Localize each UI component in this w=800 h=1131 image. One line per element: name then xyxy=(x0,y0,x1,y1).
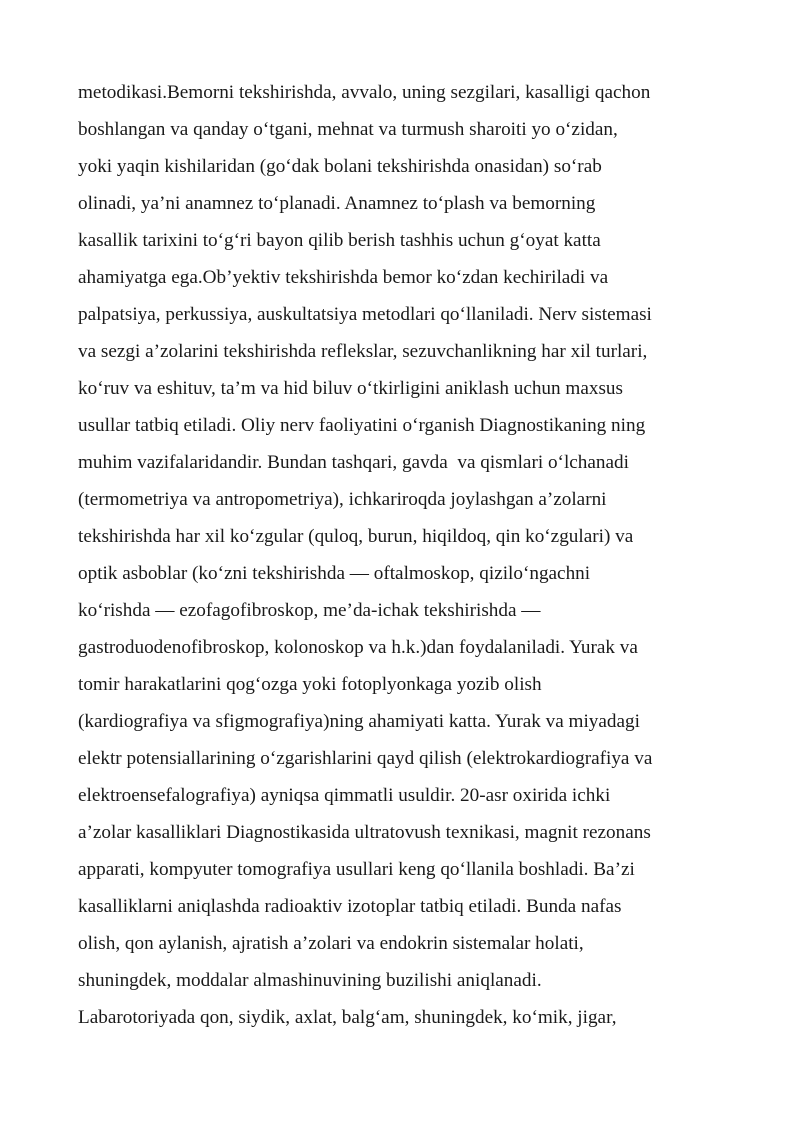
text-line-12: (termometriya va antropometriya), ichkariroqda joylashgan a’zolarni xyxy=(78,489,607,510)
text-line-22: apparati, kompyuter tomografiya usullari keng qo‘llanila boshladi. Ba’zi xyxy=(78,859,635,880)
text-line-18: (kardiografiya va sfigmografiya)ning ahamiyati katta. Yurak va miyadagi xyxy=(78,711,640,732)
text-line-4: olinadi, ya’ni anamnez to‘planadi. Anamnez to‘plash va bemorning xyxy=(78,193,596,214)
text-line-20: elektroensefalografiya) ayniqsa qimmatli usuldir. 20-asr oxirida ichki xyxy=(78,785,611,806)
text-line-21: a’zolar kasalliklari Diagnostikasida ultratovush texnikasi, magnit rezonans xyxy=(78,822,651,843)
text-line-17: tomir harakatlarini qog‘ozga yoki fotoplyonkaga yozib olish xyxy=(78,674,542,695)
text-line-1: metodikasi.Bemorni tekshirishda, avvalo, uning sezgilari, kasalligi qachon xyxy=(78,82,651,103)
text-line-26: Labarotoriyada qon, siydik, axlat, balg‘am, shuningdek, ko‘mik, jigar, xyxy=(78,1007,617,1028)
text-line-10: usullar tatbiq etiladi. Oliy nerv faoliyatini o‘rganish Diagnostikaning ning xyxy=(78,415,646,436)
text-line-11: muhim vazifalaridandir. Bundan tashqari, gavda va qismlari o‘lchanadi xyxy=(78,452,629,473)
body-text xyxy=(78,74,738,1036)
text-line-6: ahamiyatga ega.Ob’yektiv tekshirishda bemor ko‘zdan kechiriladi va xyxy=(78,267,609,288)
text-line-15: ko‘rishda — ezofagofibroskop, me’da-ichak tekshirishda — xyxy=(78,600,541,621)
text-line-13: tekshirishda har xil ko‘zgular (quloq, burun, hiqildoq, qin ko‘zgulari) va xyxy=(78,526,634,547)
text-line-23: kasalliklarni aniqlashda radioaktiv izotoplar tatbiq etiladi. Bunda nafas xyxy=(78,896,622,917)
text-line-8: va sezgi a’zolarini tekshirishda reflekslar, sezuvchanlikning har xil turlari, xyxy=(78,341,648,362)
text-line-16: gastroduodenofibroskop, kolonoskop va h.k.)dan foydalaniladi. Yurak va xyxy=(78,637,638,658)
text-line-2: boshlangan va qanday o‘tgani, mehnat va turmush sharoiti yo o‘zidan, xyxy=(78,119,618,140)
text-line-7: palpatsiya, perkussiya, auskultatsiya metodlari qo‘llaniladi. Nerv sistemasi xyxy=(78,304,652,325)
text-line-5: kasallik tarixini to‘g‘ri bayon qilib berish tashhis uchun g‘oyat katta xyxy=(78,230,601,251)
text-line-24: olish, qon aylanish, ajratish a’zolari va endokrin sistemalar holati, xyxy=(78,933,584,954)
text-line-3: yoki yaqin kishilaridan (go‘dak bolani tekshirishda onasidan) so‘rab xyxy=(78,156,602,177)
text-line-19: elektr potensiallarining o‘zgarishlarini qayd qilish (elektrokardiografiya va xyxy=(78,748,653,769)
text-line-9: ko‘ruv va eshituv, ta’m va hid biluv o‘tkirligini aniklash uchun maxsus xyxy=(78,378,623,399)
text-line-14: optik asboblar (ko‘zni tekshirishda — oftalmoskop, qizilo‘ngachni xyxy=(78,563,591,584)
text-line-25: shuningdek, moddalar almashinuvining buzilishi aniqlanadi. xyxy=(78,970,542,991)
